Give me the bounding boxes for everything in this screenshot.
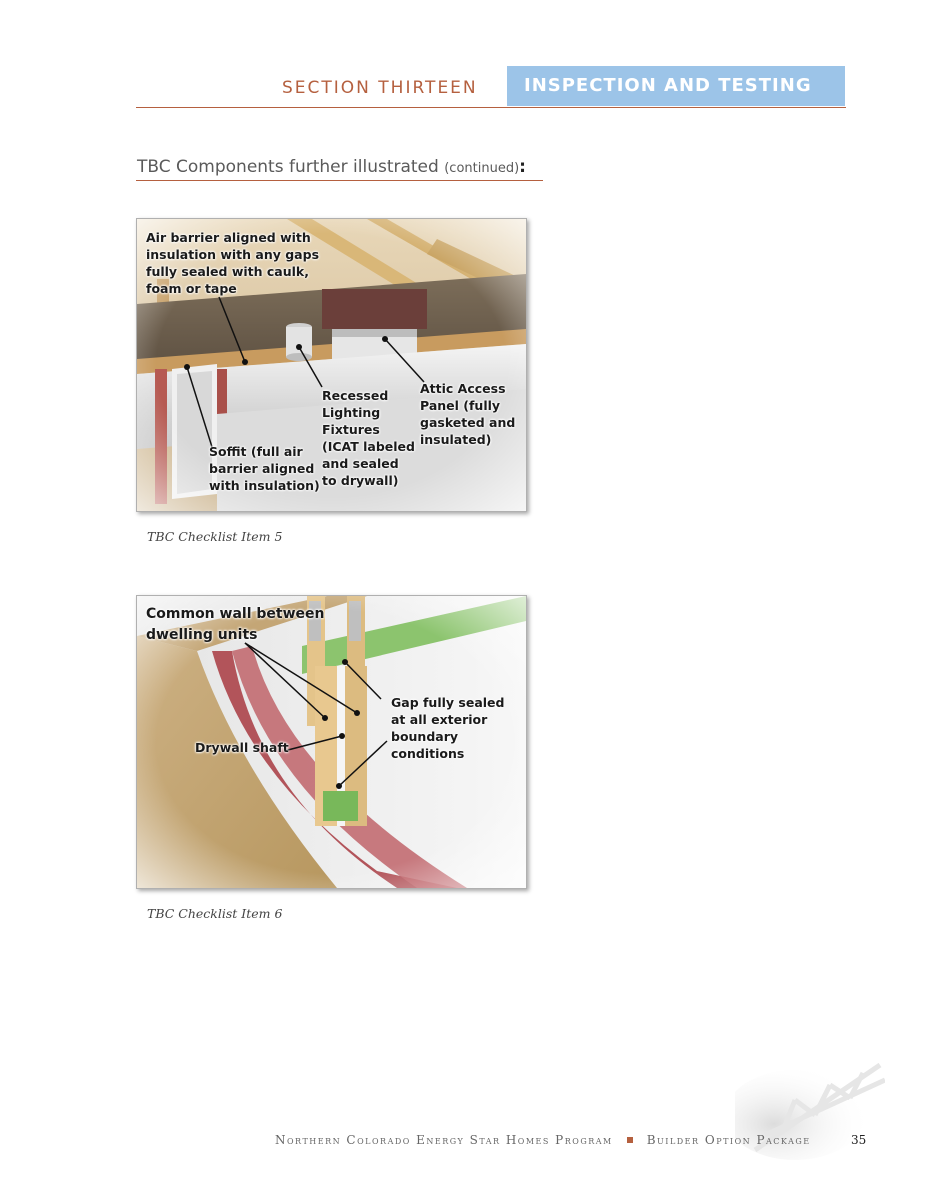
footer-separator-square (627, 1137, 633, 1143)
page-subtitle (137, 157, 526, 177)
callout-attic-access: Attic Access Panel (fully gasketed and insulated) (420, 381, 516, 447)
callout-recessed-lighting: Recessed Lighting Fixtures (ICAT labeled and sealed to drywall) (322, 388, 415, 488)
figure-common-wall-illustration (136, 595, 527, 889)
subtitle-rule (136, 180, 543, 181)
footer-program-name: Northern Colorado Energy Star Homes Program (275, 1133, 613, 1147)
header-rule (136, 107, 846, 108)
figure-attic-illustration (136, 218, 527, 512)
section-title-tab (507, 66, 845, 106)
subtitle-main: TBC Components further illustrated (137, 157, 445, 177)
callout-common-wall: Common wall between dwelling units (146, 606, 325, 643)
figure2-caption: TBC Checklist Item 6 (147, 906, 283, 921)
section-title: INSPECTION AND TESTING (524, 75, 812, 96)
footer-program (275, 1133, 811, 1147)
subtitle-colon: : (519, 157, 526, 177)
callout-soffit: Soffit (full air barrier aligned with insulation) (209, 444, 320, 493)
footer-package-name: Builder Option Package (646, 1133, 811, 1147)
callout-drywall-shaft: Drywall shaft (195, 740, 289, 755)
figure1-caption: TBC Checklist Item 5 (147, 529, 283, 544)
subtitle-continued: (continued) (444, 161, 520, 176)
page-number: 35 (851, 1133, 867, 1147)
section-label: SECTION THIRTEEN (282, 78, 478, 98)
callout-gap-sealed: Gap fully sealed at all exterior boundary conditions (391, 695, 505, 761)
callout-air-barrier: Air barrier aligned with insulation with any gaps fully sealed with caulk, foam or tape (146, 230, 320, 296)
